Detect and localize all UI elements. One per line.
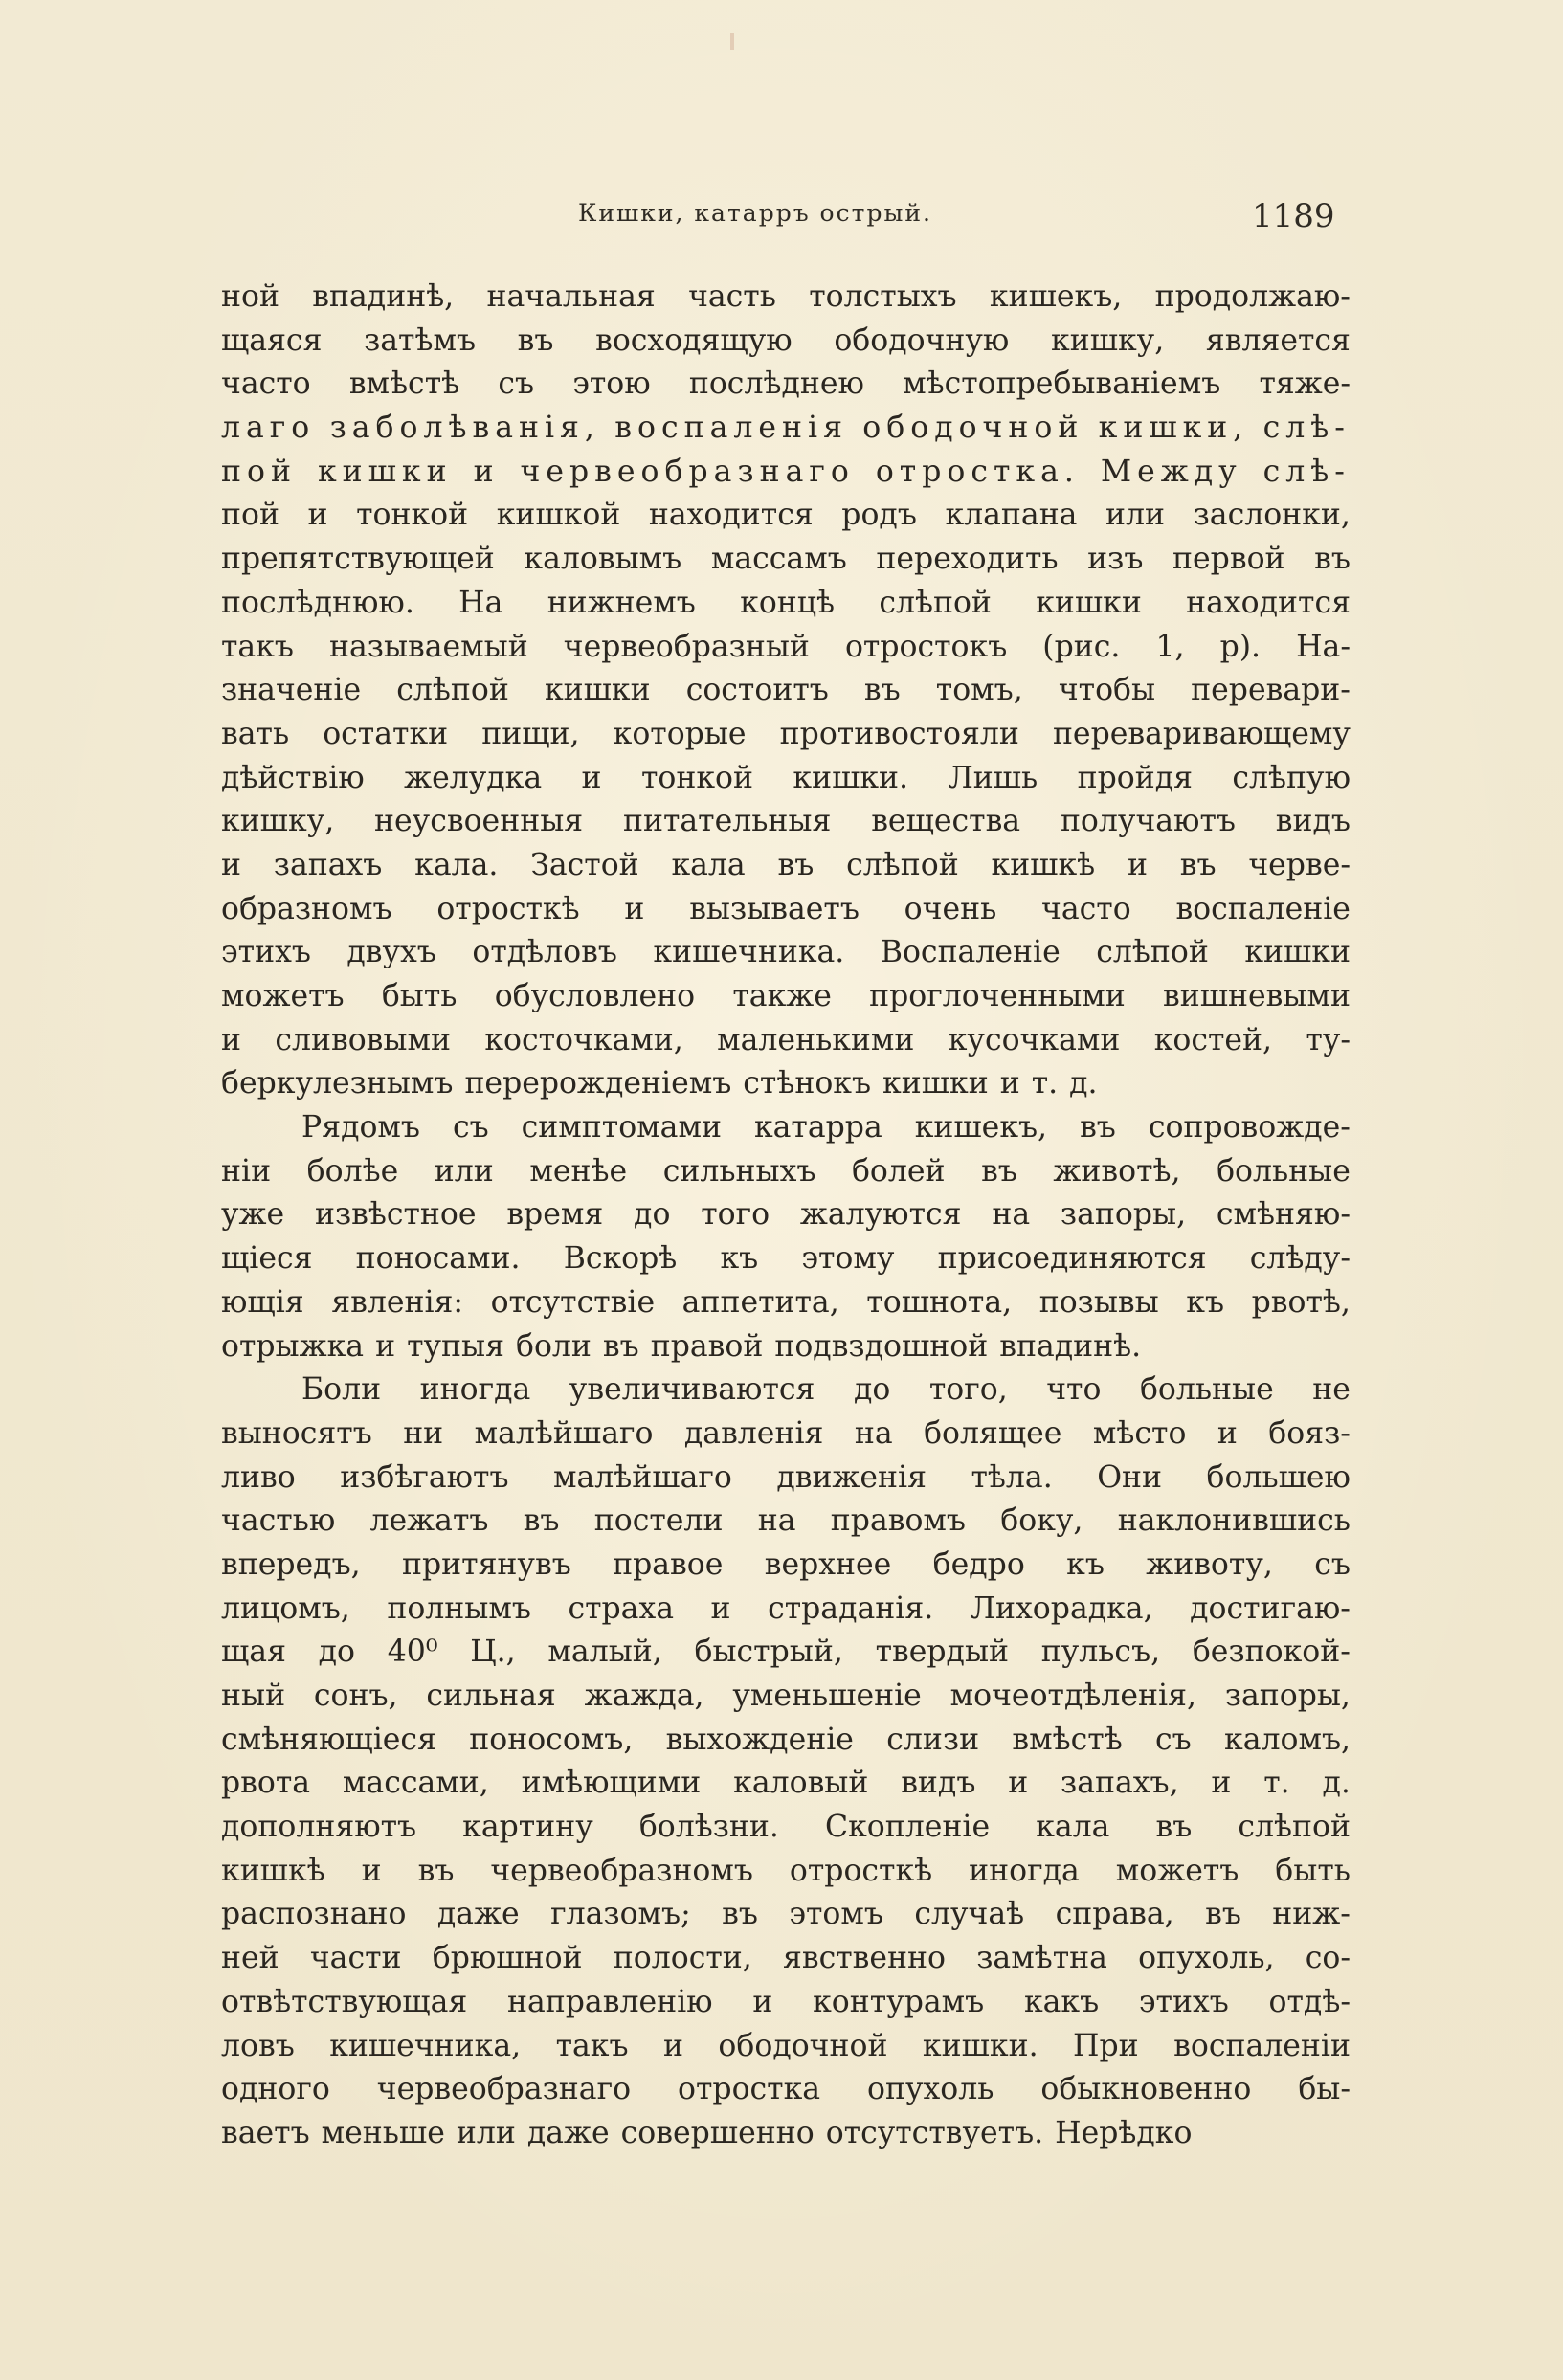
page-number: 1189 — [1252, 197, 1335, 235]
text-line: беркулезнымъ перерожденіемъ стѣнокъ кишки и т. д. — [221, 1066, 1098, 1101]
text-line: лаго заболѣванія, воспаленія ободочной кишки, слѣ- — [221, 411, 1351, 446]
text-line: распознано даже глазомъ; въ этомъ случаѣ справа, въ ниж- — [221, 1897, 1351, 1932]
text-line: одного червеобразнаго отростка опухоль обыкновенно бы- — [221, 2072, 1351, 2107]
text-line: пой и тонкой кишкой находится родъ клапана или заслонки, — [221, 498, 1351, 533]
text-line: дѣйствію желудка и тонкой кишки. Лишь пройдя слѣпую — [221, 760, 1351, 795]
text-line: препятствующей каловымъ массамъ переходить изъ первой въ — [221, 542, 1351, 577]
text-line: ющія явленія: отсутствіе аппетита, тошнота, позывы къ рвотѣ, — [221, 1284, 1351, 1320]
text-line: вать остатки пищи, которые противостояли переваривающему — [221, 716, 1351, 751]
text-line: ловъ кишечника, такъ и ободочной кишки. При воспаленіи — [221, 2028, 1351, 2063]
text-line: и запахъ кала. Застой кала въ слѣпой кишкѣ и въ черве- — [221, 847, 1351, 882]
text-line: рвота массами, имѣющими каловый видъ и запахъ, и т. д. — [221, 1766, 1351, 1801]
text-line: ніи болѣе или менѣе сильныхъ болей въ животѣ, больные — [221, 1153, 1351, 1189]
body-text — [221, 276, 1351, 2156]
text-line: образномъ отросткѣ и вызываетъ очень часто воспаленіе — [221, 891, 1351, 926]
running-title: Кишки, катарръ острый. — [578, 199, 932, 227]
text-line: щаяся затѣмъ въ восходящую ободочную кишку, является — [221, 323, 1351, 358]
text-line: послѣднюю. На нижнемъ концѣ слѣпой кишки находится — [221, 585, 1351, 620]
text-line: кишкѣ и въ червеобразномъ отросткѣ иногда можетъ быть — [221, 1853, 1351, 1888]
text-line: пой кишки и червеобразнаго отростка. Между слѣ- — [221, 454, 1351, 489]
text-line: ней части брюшной полости, явственно замѣтна опухоль, со- — [221, 1941, 1351, 1976]
text-line: лицомъ, полнымъ страха и страданія. Лихорадка, достигаю- — [221, 1590, 1351, 1626]
text-line: и сливовыми косточками, маленькими кусочками костей, ту- — [221, 1022, 1351, 1057]
text-line: частью лежатъ въ постели на правомъ боку, наклонившись — [221, 1503, 1351, 1539]
text-line: этихъ двухъ отдѣловъ кишечника. Воспаленіе слѣпой кишки — [221, 935, 1351, 970]
text-line: Рядомъ съ симптомами катарра кишекъ, въ сопровожде- — [301, 1110, 1351, 1146]
text-line: отвѣтствующая направленію и контурамъ какъ этихъ отдѣ- — [221, 1984, 1351, 2019]
text-line: щая до 40⁰ Ц., малый, быстрый, твердый пульсъ, безпокой- — [221, 1635, 1351, 1670]
text-line: кишку, неусвоенныя питательныя вещества получаютъ видъ — [221, 804, 1351, 839]
text-line: щіеся поносами. Вскорѣ къ этому присоединяются слѣду- — [221, 1241, 1351, 1277]
print-mark — [730, 33, 734, 50]
text-line: Боли иногда увеличиваются до того, что больные не — [301, 1372, 1351, 1408]
text-line: значеніе слѣпой кишки состоитъ въ томъ, чтобы перевари- — [221, 673, 1351, 708]
text-line: смѣняющіеся поносомъ, выхожденіе слизи вмѣстѣ съ каломъ, — [221, 1722, 1351, 1757]
text-line: часто вмѣстѣ съ этою послѣднею мѣстопребываніемъ тяже- — [221, 367, 1351, 402]
text-line: выносятъ ни малѣйшаго давленія на болящее мѣсто и бояз- — [221, 1415, 1351, 1451]
text-line: ваетъ меньше или даже совершенно отсутствуетъ. Нерѣдко — [221, 2115, 1193, 2150]
text-line: ной впадинѣ, начальная часть толстыхъ кишекъ, продолжаю- — [221, 279, 1351, 314]
text-line: можетъ быть обусловлено также проглоченными вишневыми — [221, 979, 1351, 1013]
text-line: такъ называемый червеобразный отростокъ (рис. 1, p). На- — [221, 629, 1351, 664]
text-line: отрыжка и тупыя боли въ правой подвздошной впадинѣ. — [221, 1328, 1142, 1364]
text-line: уже извѣстное время до того жалуются на запоры, смѣняю- — [221, 1197, 1351, 1233]
text-line: впередъ, притянувъ правое верхнее бедро къ животу, съ — [221, 1546, 1351, 1582]
text-line: дополняютъ картину болѣзни. Скопленіе кала въ слѣпой — [221, 1810, 1351, 1845]
text-line: ный сонъ, сильная жажда, уменьшеніе мочеотдѣленія, запоры, — [221, 1679, 1351, 1713]
text-line: ливо избѣгаютъ малѣйшаго движенія тѣла. Они большею — [221, 1459, 1351, 1495]
